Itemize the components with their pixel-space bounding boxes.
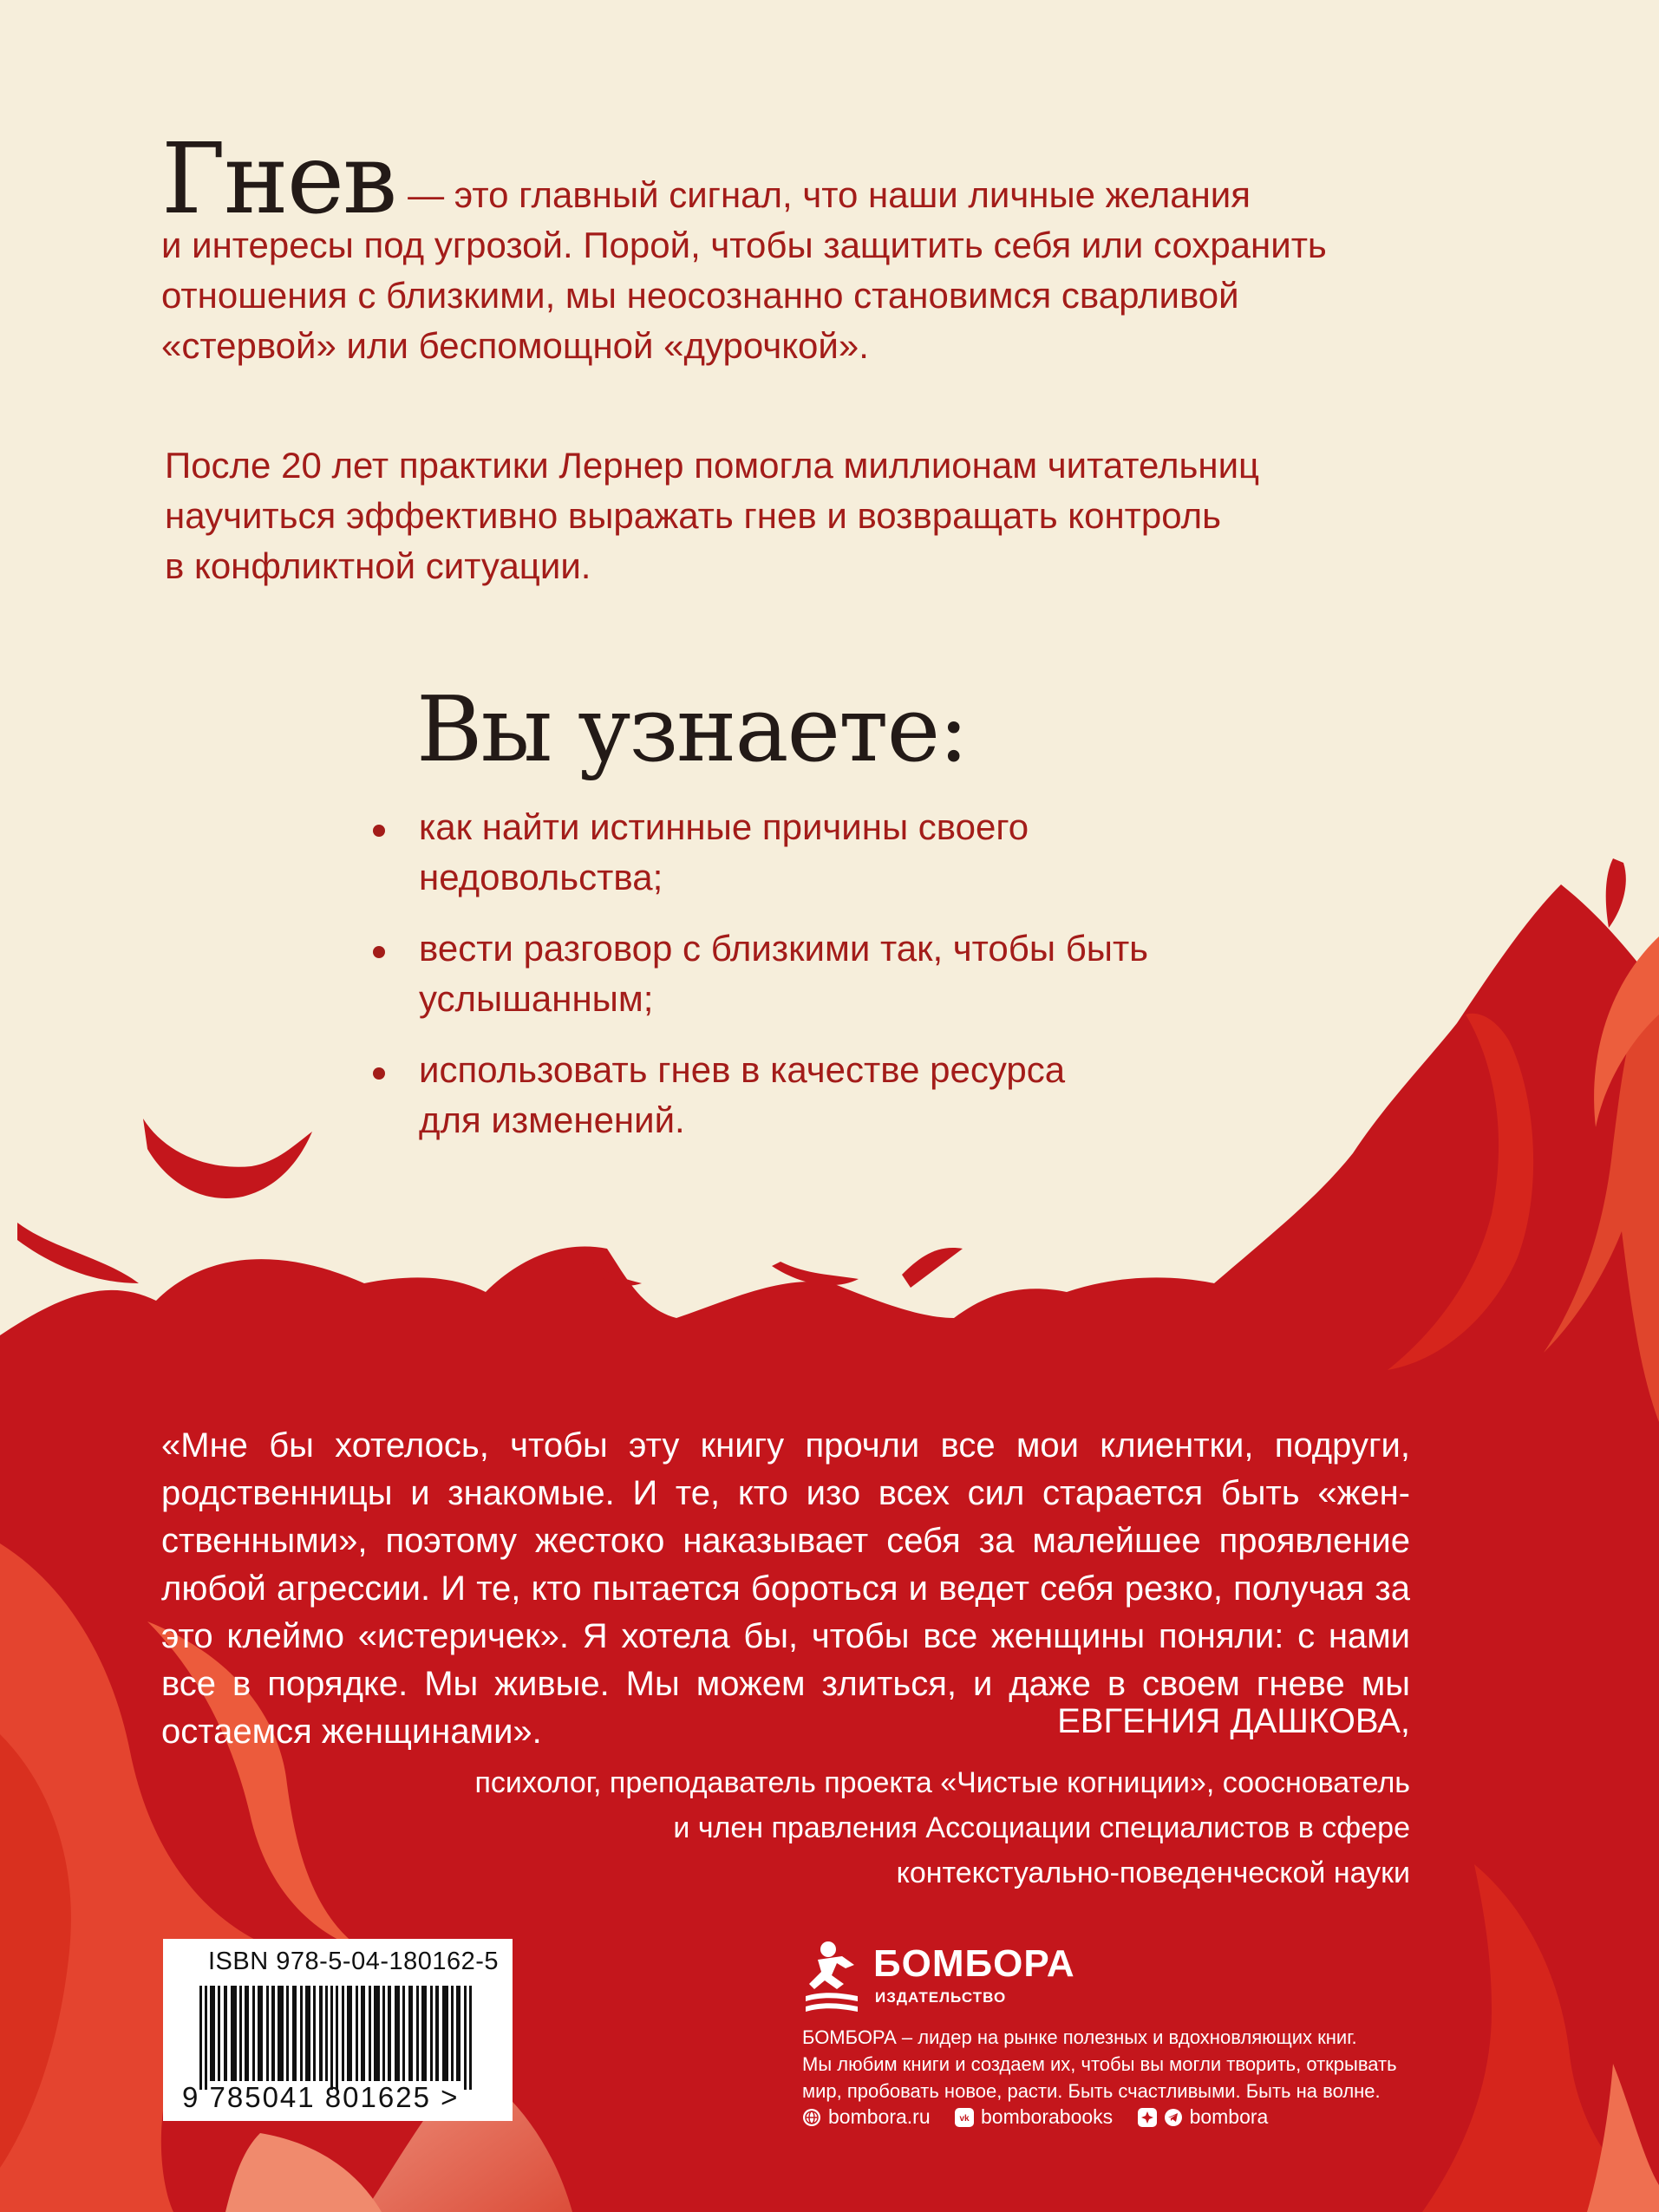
bullet-2-line-1: вести разговор с близкими так, чтобы быть [419, 928, 1149, 969]
telegram-icon [1164, 2108, 1183, 2127]
list-item [371, 802, 1282, 903]
author-desc-line-2: и член правления Ассоциации специалистов в сфере [673, 1811, 1410, 1844]
svg-text:vk: vk [959, 2113, 970, 2124]
barcode-image [199, 1986, 477, 2090]
social-vk-label: bomborabooks [981, 2105, 1114, 2128]
social-website-label: bombora.ru [828, 2105, 931, 2128]
lead-word: Гнев [161, 123, 396, 236]
bullet-3-line-1: использовать гнев в качестве ресурса [419, 1049, 1066, 1090]
isbn-digits: 9 785041 801625 > [182, 2081, 460, 2113]
social-telegram-label: bombora [1189, 2105, 1269, 2128]
review-author-description [283, 1760, 1410, 1896]
para2-line-2: научиться эффективно выражать гнев и возвращать контроль [165, 495, 1222, 536]
sparkle-icon [1138, 2108, 1157, 2127]
flame-wisp-left [143, 1119, 312, 1198]
publisher-socials [802, 2105, 1287, 2132]
pub-line-2: Мы любим книги и создаем их, чтобы вы могли творить, открывать [802, 2053, 1397, 2075]
publisher-description [802, 2024, 1409, 2104]
bullet-3-line-2: для изменений. [419, 1099, 685, 1140]
second-paragraph [165, 440, 1379, 591]
social-website-link[interactable] [802, 2105, 931, 2129]
para2-line-1: После 20 лет практики Лернер помогла миллионам читательниц [165, 445, 1260, 486]
social-telegram-link[interactable] [1138, 2105, 1269, 2129]
lead-line-2: и интересы под угрозой. Порой, чтобы защитить себя или сохранить [161, 225, 1327, 265]
bullet-1-line-2: недовольства; [419, 857, 663, 897]
pub-line-3: мир, пробовать новое, расти. Быть счастливыми. Быть на волне. [802, 2080, 1381, 2102]
lead-line-3: отношения с близкими, мы неосознанно становимся сварливой [161, 275, 1239, 316]
bullet-2-line-2: услышанным; [419, 978, 654, 1019]
isbn-barcode-block [163, 1939, 513, 2121]
learn-heading: Вы узнаете: [416, 676, 968, 782]
publisher-name: БОМБОРА [873, 1942, 1075, 1985]
author-desc-line-1: психолог, преподаватель проекта «Чистые когниции», сооснователь [474, 1766, 1410, 1799]
pub-line-1: БОМБОРА – лидер на рынке полезных и вдохновляющих книг. [802, 2026, 1357, 2048]
review-quote: «Мне бы хотелось, чтобы эту книгу прочли все мои клиентки, подруги, родственницы и знакомые. И те, кто изо всех сил старается быть «женственными», поэтому жестоко наказывает себя за малейшее проявление любой агрессии. И те, кто пытается бороться и ведет себя резко, получая за это клеймо «истеричек». Я хотела бы, чтобы все женщины поняли: с нами все в порядке. Мы живые. Мы можем злиться, и даже в своем гневе мы остаемся женщинами». [161, 1426, 1410, 1751]
flame-wisp-top [17, 1223, 139, 1283]
para2-line-3: в конфликтной ситуации. [165, 545, 591, 586]
flame-wisp-c [772, 1262, 859, 1285]
social-vk-link[interactable] [955, 2105, 1113, 2129]
lead-line-1: — это главный сигнал, что наши личные желания [408, 174, 1251, 215]
author-desc-line-3: контекстуально-поведенческой науки [896, 1856, 1410, 1889]
publisher-subtitle: ИЗДАТЕЛЬСТВО [875, 1989, 1007, 2006]
list-item [371, 1045, 1282, 1145]
globe-icon [802, 2108, 821, 2127]
vk-icon [955, 2108, 974, 2127]
bullet-dot-icon [373, 1067, 385, 1080]
flame-right-wisp [1606, 858, 1626, 928]
list-item [371, 923, 1282, 1024]
bombora-runner-icon [802, 1939, 865, 2017]
lead-line-4: «стервой» или беспомощной «дурочкой». [161, 325, 869, 366]
review-author: ЕВГЕНИЯ ДАШКОВА, [1057, 1702, 1410, 1740]
intro-paragraph [161, 123, 1375, 371]
bullet-dot-icon [373, 825, 385, 837]
bullet-1-line-1: как найти истинные причины своего [419, 806, 1029, 847]
isbn-label: ISBN 978-5-04-180162-5 [208, 1948, 500, 1975]
publisher-logo [802, 1935, 1075, 2022]
bullet-dot-icon [373, 946, 385, 958]
learn-list [371, 802, 1282, 1166]
flame-wisp-d [902, 1248, 963, 1288]
